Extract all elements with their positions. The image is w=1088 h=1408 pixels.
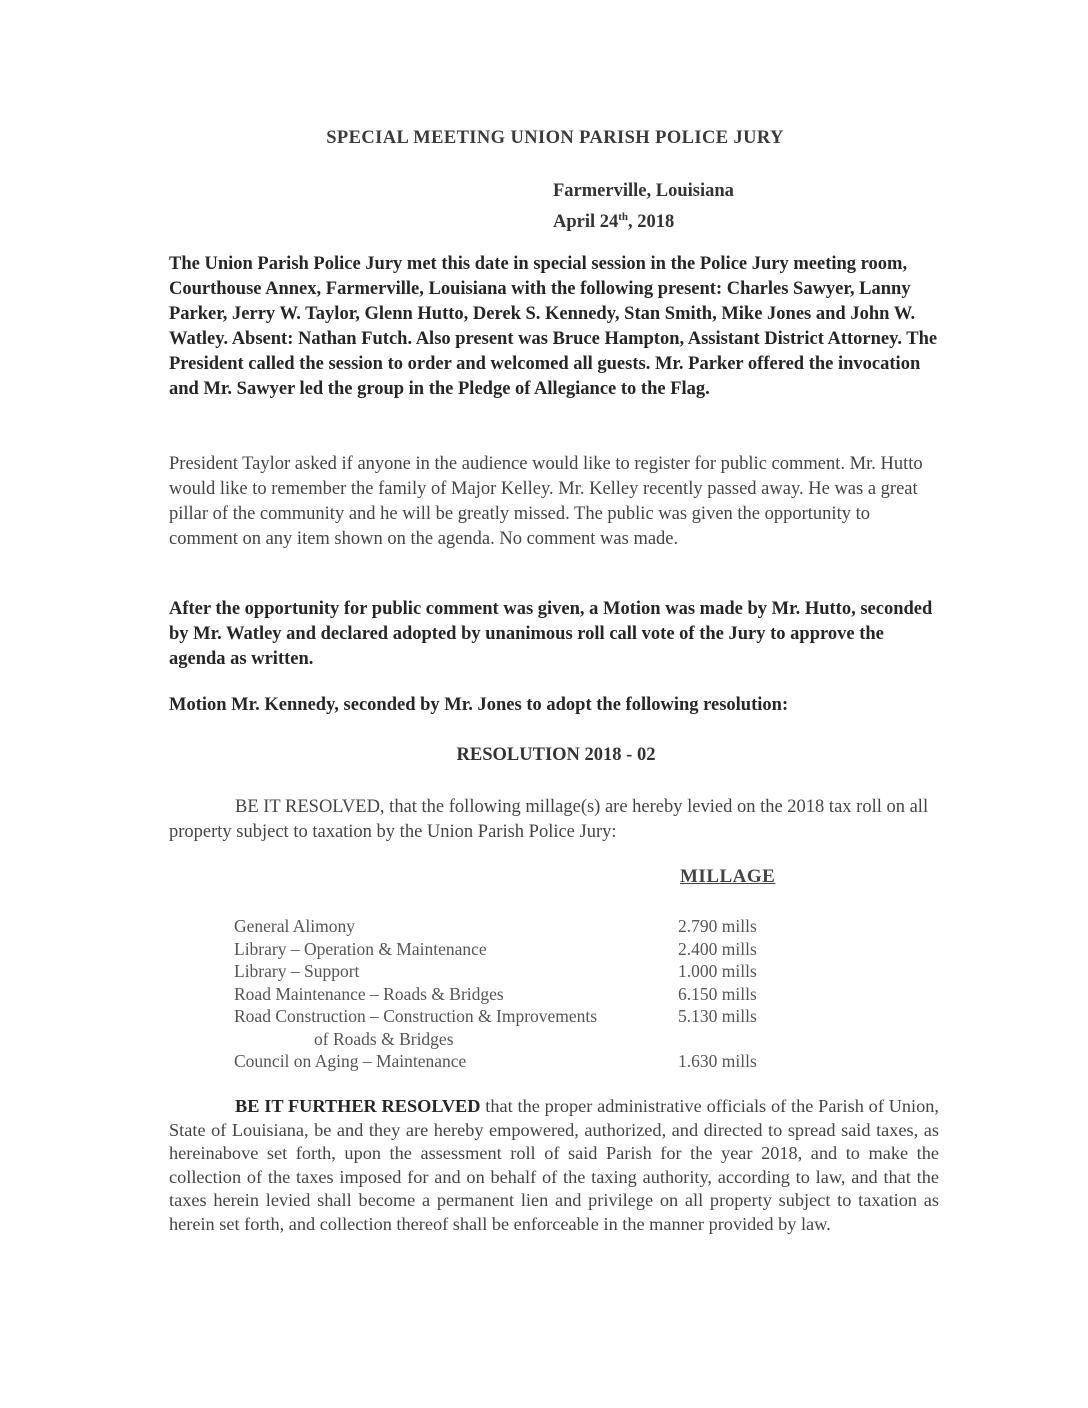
levy-row: [234, 1005, 794, 1050]
levy-name-line1: Road Construction – Construction & Improvements: [234, 1006, 598, 1026]
levy-value: 6.150 mills: [678, 983, 757, 1004]
levy-name: Council on Aging – Maintenance: [234, 1051, 467, 1071]
levy-name-line2: of Roads & Bridges: [314, 1028, 454, 1049]
meeting-date: [553, 204, 734, 235]
levy-name: Library – Operation & Maintenance: [234, 938, 487, 959]
millage-levy-list: [234, 915, 794, 1073]
further-resolved-text: that the proper administrative officials of the Parish of Union, State of Louisiana, be and they are hereby empowered, authorized, and directed to spread said taxes, as hereinabove set forth, upon the assessment roll of said Parish for the year 2018, and to make the collection of the taxes imposed for and on behalf of the taxing authority, according to law, and that the taxes herein levied shall become a permanent lien and privilege on all property subject to taxation as herein set forth, and collection thereof shall be enforceable in the manner provided by law.: [169, 1096, 939, 1234]
meeting-place-date: [553, 178, 734, 235]
levy-name: [234, 1005, 654, 1050]
levy-value: 1.630 mills: [678, 1051, 757, 1071]
levy-row: [234, 960, 794, 983]
meeting-location: Farmerville, Louisiana: [553, 181, 734, 201]
millage-column-header: MILLAGE: [680, 866, 776, 887]
agenda-motion-paragraph: After the opportunity for public comment was given, a Motion was made by Mr. Hutto, seconded by Mr. Watley and declared adopted by unanimous roll call vote of the Jury to approve the agenda as written.: [169, 599, 933, 669]
resolution-title: RESOLUTION 2018 - 02: [456, 745, 656, 765]
levy-value: 2.790 mills: [678, 916, 757, 936]
levy-row: [234, 983, 794, 1006]
levy-value: 2.400 mills: [678, 938, 757, 959]
levy-name: General Alimony: [234, 916, 356, 936]
levy-value: 5.130 mills: [678, 1006, 757, 1026]
meeting-date-day: April 24: [553, 212, 619, 233]
attendance-paragraph: The Union Parish Police Jury met this date in special session in the Police Jury meeting room, Courthouse Annex, Farmerville, Louisiana with the following present: Charles Sawyer, Lanny Parker, Jerry W. Taylor, Glenn Hutto, Derek S. Kennedy, Stan Smith, Mike Jones and John W. Watley. Absent: Nathan Futch. Also present was Bruce Hampton, Assistant District Attorney. The President called the session to order and welcomed all guests. Mr. Parker offered the invocation and Mr. Sawyer led the group in the Pledge of Allegiance to the Flag.: [169, 254, 938, 399]
public-comment-paragraph: President Taylor asked if anyone in the audience would like to register for public comment. Mr. Hutto would like to remember the family of Major Kelley. Mr. Kelley recently passed away. He was a great pillar of the community and he will be greatly missed. The public was given the opportunity to comment on any item shown on the agenda. No comment was made.: [169, 454, 923, 549]
document-title: SPECIAL MEETING UNION PARISH POLICE JURY: [326, 128, 784, 148]
resolution-motion-paragraph: Motion Mr. Kennedy, seconded by Mr. Jones to adopt the following resolution:: [169, 695, 789, 715]
further-resolved-paragraph: [169, 1095, 939, 1236]
further-resolved-lead: BE IT FURTHER RESOLVED: [235, 1096, 481, 1116]
levy-row: [234, 1050, 794, 1073]
levy-row: [234, 915, 794, 938]
levy-row: [234, 938, 794, 961]
meeting-date-year: , 2018: [628, 212, 675, 233]
levy-name: Library – Support: [234, 961, 360, 981]
resolution-intro: BE IT RESOLVED, that the following millage(s) are hereby levied on the 2018 tax roll on all property subject to taxation by the Union Parish Police Jury:: [169, 797, 929, 842]
meeting-date-ordinal: th: [618, 211, 629, 223]
levy-name: Road Maintenance – Roads & Bridges: [234, 983, 504, 1004]
levy-value: 1.000 mills: [678, 961, 757, 981]
